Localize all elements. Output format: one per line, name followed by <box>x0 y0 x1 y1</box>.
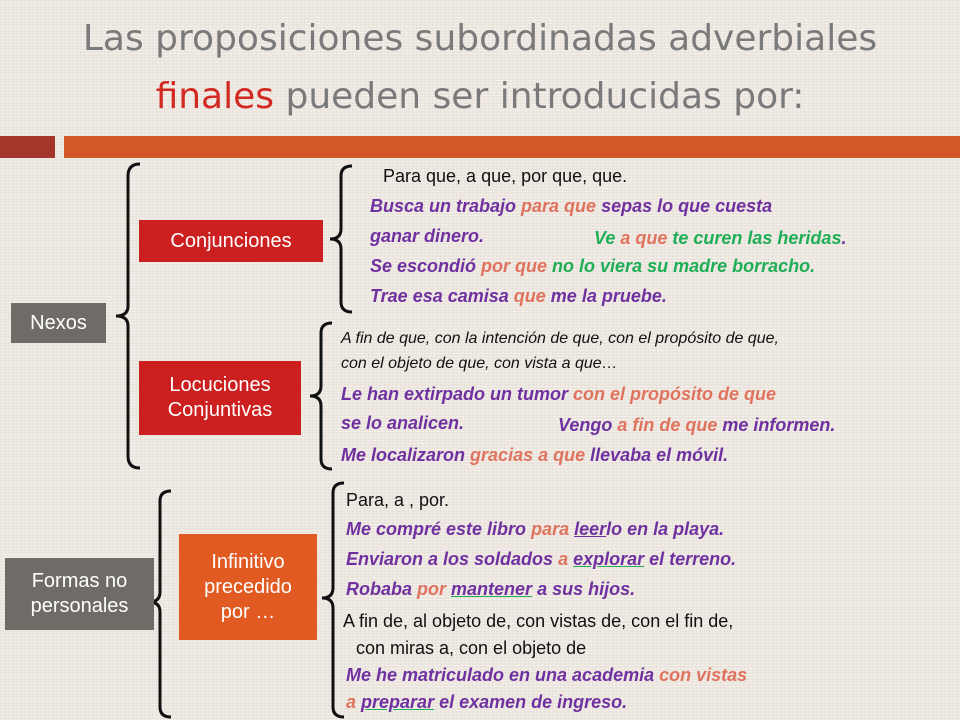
locuciones-list-line1: A fin de que, con la intención de que, con el propósito de que, <box>341 330 779 347</box>
infinitivo-example-4: Me he matriculado en una academia con vistas <box>346 665 748 685</box>
locuciones-example-1: Le han extirpado un tumor con el propósito de que <box>341 384 777 404</box>
infinitivo-box <box>179 534 317 640</box>
infinitivo-example-4-cont: a preparar el examen de ingreso. <box>346 692 628 712</box>
conjunciones-example-1: Busca un trabajo para que sepas lo que cuesta <box>370 196 773 216</box>
brace-locuciones <box>306 320 336 472</box>
conjunciones-box <box>139 220 323 262</box>
title-highlight: finales <box>155 76 275 117</box>
infinitivo-example-1: Me compré este libro para leerlo en la playa. <box>346 519 725 539</box>
conjunciones-label: Conjunciones <box>170 229 292 252</box>
locuciones-box <box>139 361 301 435</box>
locuciones-example-2: Vengo a fin de que me informen. <box>558 415 836 435</box>
divider-bar-left <box>0 136 55 158</box>
formas-label-line2: personales <box>30 595 129 617</box>
locuciones-example-1-cont: se lo analicen. <box>341 413 465 433</box>
conjunciones-list: Para que, a que, por que, que. <box>383 166 628 186</box>
locuciones-label-line1: Locuciones <box>169 374 271 396</box>
conjunciones-example-1-cont: ganar dinero. <box>370 226 485 246</box>
infinitivo-label-line2: precedido <box>204 575 292 598</box>
formas-no-personales-box <box>5 558 154 630</box>
slide-title <box>0 10 960 126</box>
divider-bar-right <box>64 136 960 158</box>
conjunciones-example-4: Trae esa camisa que me la pruebe. <box>370 286 667 306</box>
infinitivo-list: Para, a , por. <box>346 490 450 510</box>
infinitivo-label-line1: Infinitivo <box>211 550 285 573</box>
infinitivo-example-3: Robaba por mantener a sus hijos. <box>346 579 636 599</box>
title-part1: Las proposiciones subordinadas adverbiales <box>82 18 878 59</box>
brace-infinitivo <box>318 480 348 720</box>
infinitivo-label-line3: por … <box>220 600 276 623</box>
nexos-label: Nexos <box>30 311 87 334</box>
infinitivo-list-2-line2: con miras a, con el objeto de <box>356 638 587 658</box>
conjunciones-example-3: Se escondió por que no lo viera su madre borracho. <box>370 256 816 276</box>
brace-conjunciones <box>326 163 356 315</box>
nexos-box <box>11 303 106 343</box>
locuciones-list-line2: con el objeto de que, con vista a que… <box>341 355 618 372</box>
locuciones-label-line2: Conjuntivas <box>167 399 273 421</box>
title-part2: pueden ser introducidas por: <box>274 76 805 117</box>
infinitivo-example-2: Enviaron a los soldados a explorar el terreno. <box>346 549 737 569</box>
infinitivo-list-2-line1: A fin de, al objeto de, con vistas de, con el fin de, <box>343 611 734 631</box>
formas-label-line1: Formas no <box>31 570 128 592</box>
locuciones-example-3: Me localizaron gracias a que llevaba el móvil. <box>341 445 729 465</box>
conjunciones-example-2: Ve a que te curen las heridas. <box>594 228 847 248</box>
